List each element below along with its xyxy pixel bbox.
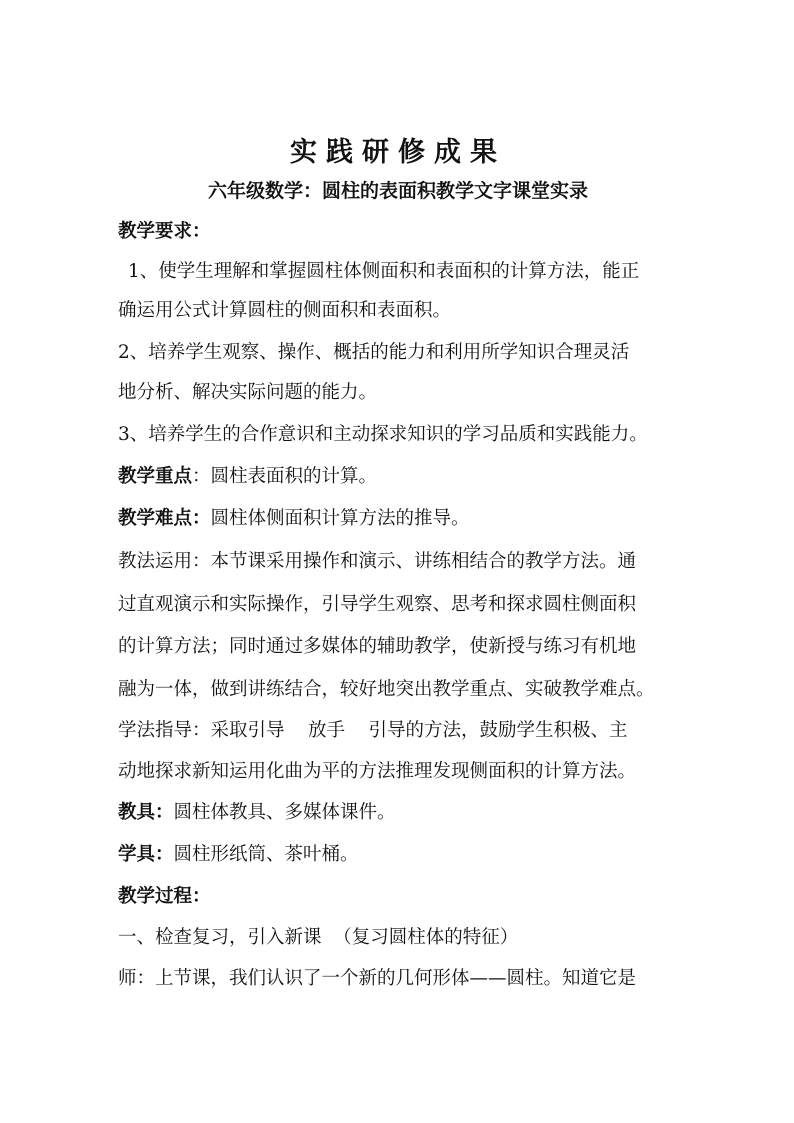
difficulty-label: 教学难点： <box>118 508 211 529</box>
key-point-text: ：圆柱表面积的计算。 <box>192 466 378 487</box>
methods-line-4: 融为一体，做到讲练结合，较好地突出教学重点、实破教学难点。 <box>118 679 655 700</box>
requirements-heading: 教学要求： <box>118 221 211 242</box>
key-point <box>118 464 678 490</box>
learning-aids-text: 圆柱形纸筒、茶叶桶。 <box>173 844 359 865</box>
methods-line-3: 的计算方法；同时通过多媒体的辅助教学，使新授与练习有机地 <box>118 636 637 657</box>
teaching-aids-label: 教具： <box>118 802 174 823</box>
requirement-2-line-1: 2、培养学生观察、操作、概括的能力和利用所学知识合理灵活 <box>118 342 630 363</box>
learning-aids-label: 学具： <box>118 844 174 865</box>
page-subtitle: 六年级数学：圆柱的表面积教学文字课堂实录 <box>207 180 588 202</box>
process-dialogue-1: 师：上节课，我们认识了一个新的几何形体——圆柱。知道它是 <box>118 968 637 989</box>
process-section-1: 一、检查复习，引入新课 （复习圆柱体的特征） <box>118 927 519 948</box>
learning-aids <box>118 842 678 868</box>
methods-line-2: 过直观演示和实际操作，引导学生观察、思考和探求圆柱侧面积 <box>118 594 637 615</box>
key-point-label: 教学重点 <box>118 466 193 487</box>
teaching-aids <box>118 800 678 826</box>
process-heading: 教学过程： <box>118 886 211 907</box>
methods-line-5: 学法指导：采取引导 放手 引导的方法，鼓励学生积极、主 <box>118 720 628 741</box>
difficulty <box>118 506 678 532</box>
requirement-3-line-1: 3、培养学生的合作意识和主动探求知识的学习品质和实践能力。 <box>118 424 648 445</box>
difficulty-text: 圆柱体侧面积计算方法的推导。 <box>210 508 470 529</box>
methods-line-6: 动地探求新知运用化曲为平的方法推理发现侧面积的计算方法。 <box>118 761 637 782</box>
page-title: 实践研修成果 <box>290 137 506 168</box>
teaching-aids-text: 圆柱体教具、多媒体课件。 <box>173 802 396 823</box>
requirement-1-line-1: 1、使学生理解和掌握圆柱体侧面积和表面积的计算方法，能正 <box>128 261 640 282</box>
methods-line-1: 教法运用：本节课采用操作和演示、讲练相结合的教学方法。通 <box>118 551 637 572</box>
requirement-2-line-2: 地分析、解决实际问题的能力。 <box>118 382 378 403</box>
requirement-1-line-2: 确运用公式计算圆柱的侧面积和表面积。 <box>118 300 452 321</box>
